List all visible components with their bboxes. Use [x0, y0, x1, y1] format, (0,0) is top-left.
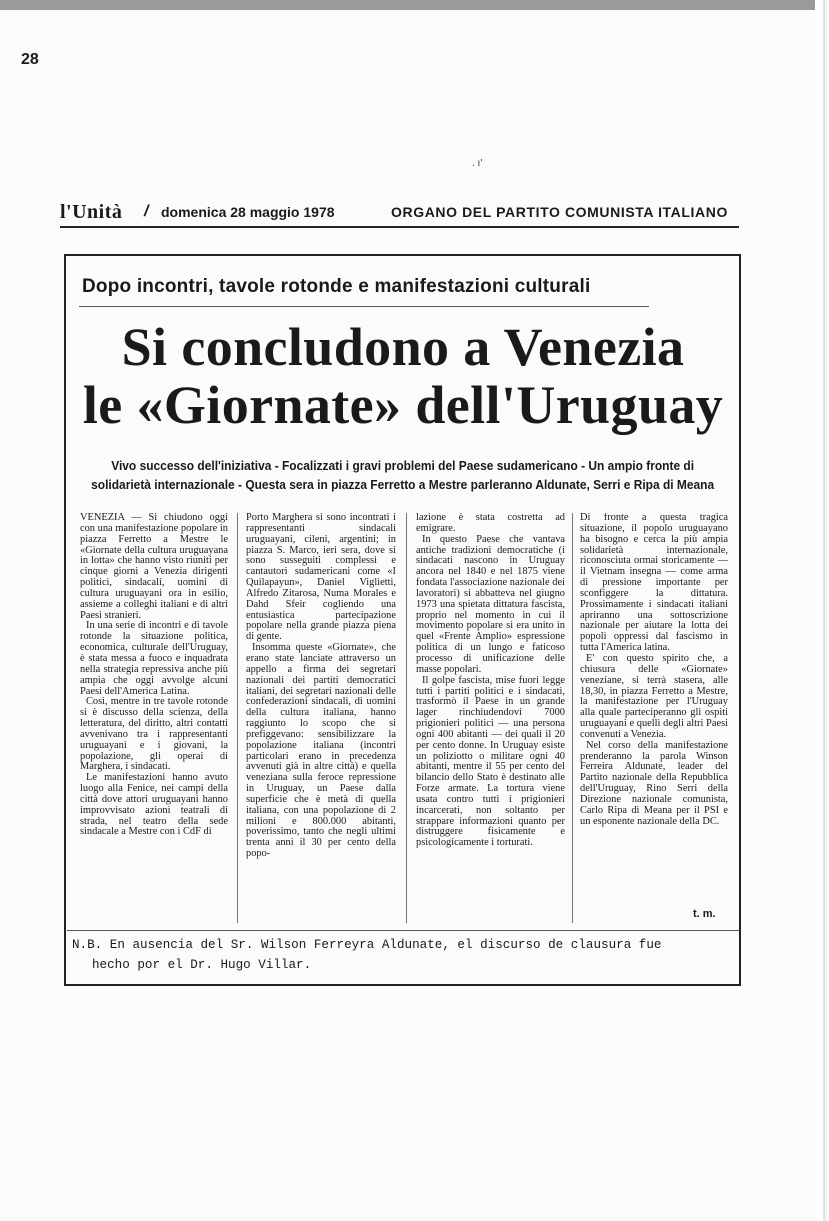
- typewritten-note: [72, 935, 736, 975]
- column-divider: [237, 513, 238, 923]
- paragraph: In una serie di incontri e di tavole rotonde la situazione politica, economica, culturale dell'Uruguay, è stata messa a fuoco e inquadrata nella strategia repressiva anche più ampia che oggi avvolge alcuni Paesi dell'America Latina.: [80, 620, 228, 697]
- note-line-2: hecho por el Dr. Hugo Villar.: [92, 958, 312, 972]
- page-top-edge: [0, 0, 829, 10]
- article-column-1: [80, 513, 228, 923]
- author-initials: t. m.: [693, 908, 716, 920]
- subhead-line-2: solidarietà internazionale - Questa sera in piazza Ferretto a Mestre parleranno Aldunate, Serri e Ripa di Meana: [91, 477, 715, 492]
- subhead-line-1: Vivo successo dell'iniziativa - Focalizzati i gravi problemi del Paese sudamericano - Un ampio fronte di: [111, 458, 695, 473]
- article-subhead: [88, 456, 717, 494]
- masthead-slash: /: [144, 203, 149, 220]
- article-body: [80, 513, 728, 923]
- paragraph: In questo Paese che vantava antiche tradizioni democratiche (i sindacati nascono in Uruguay ancora nel 1840 e nel 1875 viene fondata l'associazione nazionale dei lavoratori) si abbatteva nel giugno 1973 una spietata dittatura fascista, proprio nel momento in cui il movimento popolare si era unito in quel «Frente Amplio» espressione politica di un lungo e faticoso processo di unificazione delle masse popolari.: [416, 533, 565, 675]
- paragraph: lazione è stata costretta ad emigrare.: [416, 513, 565, 534]
- article-headline: [70, 318, 736, 434]
- paragraph: Di fronte a questa tragica situazione, il popolo uruguayano ha bisogno e cerca la più ampia solidarietà internazionale, riconosciuta ormai storicamente — il Vietnam insegna — come arma di pressione importante per sconfiggere la dittatura. Prossimamente i sindacati italiani apriranno una sottoscrizione nazionale per aiutare la lotta dei popoli oppressi dal fascismo in tutta l'America latina.: [580, 513, 728, 654]
- paragraph: E' con questo spirito che, a chiusura delle «Giornate» veneziane, si terrà stasera, alle 18,30, in piazza Ferretto a Mestre, la manifestazione per l'Uruguay alla quale parteciperanno gli ospiti uruguayani e quelli degli altri Paesi convenuti a Venezia.: [580, 652, 728, 740]
- kicker-rule: [79, 306, 649, 307]
- issue-date: domenica 28 maggio 1978: [161, 204, 335, 220]
- page-number: 28: [21, 51, 39, 68]
- note-rule: [67, 930, 739, 931]
- headline-line-1: Si concludono a Venezia: [121, 317, 685, 377]
- article-kicker: Dopo incontri, tavole rotonde e manifestazioni culturali: [82, 276, 591, 297]
- column-divider: [406, 513, 407, 923]
- paper-name: l'Unità: [60, 201, 123, 223]
- paragraph: Insomma queste «Giornate», che erano state lanciate attraverso un appello a firma dei segretari nazionali dei partiti democratici italiani, dei segretari nazionali delle confederazioni sindacali, di uomini della cultura italiana, hanno raggiunto lo scopo che si prefiggevano: sensibilizzare la popolazione italiana (incontri particolari erano in precedenza avvenuti già in altre città) e quella veneziana sulla feroce repressione in Uruguay, un Paese dalla superficie che è metà di quella italiana, con una popolazione di 2 milioni e 800.000 abitanti, poverissimo, tanto che negli ultimi trenta anni il 30 per cento della popo-: [246, 642, 396, 860]
- page-right-edge: [815, 0, 829, 1221]
- article-column-4: [580, 513, 728, 923]
- paragraph: Nel corso della manifestazione prenderanno la parola Winson Ferreira Aldunate, leader del Partito nazionale della Repubblica dell'Uruguay, Rino Serri della Direzione nazionale comunista, Carlo Ripa di Meana per il PSI e un esponente nazionale della DC.: [580, 739, 728, 827]
- masthead-rule: [60, 226, 739, 228]
- paragraph: Le manifestazioni hanno avuto luogo alla Fenice, nei campi della città dove attori uruguayani hanno improvvisato azioni teatrali di strada, nel teatro della sede sindacale a Mestre con i CdF di: [80, 772, 228, 838]
- paragraph: Così, mentre in tre tavole rotonde si è discusso della scienza, della letteratura, del diritto, altri contatti avvenivano tra i rappresentanti uruguayani e i giovani, la popolazione, gli operai di Marghera, i sindacati.: [80, 696, 228, 773]
- paragraph: Il golpe fascista, mise fuori legge tutti i partiti politici e i sindacati, trasformò il Paese in un grande lager rinchiudendovi 7000 prigionieri politici — una persona ogni 400 abitanti — dei quali il 20 per cento donne. In Uruguay esiste un poliziotto o militare ogni 40 abitanti, mentre il 55 per cento del bilancio dello Stato è destinato alle Forze armate. La tortura viene usata contro tutti i prigionieri incarcerati, non soltanto per strappare informazioni quanto per distruggere fisicamente e psicologicamente i torturati.: [416, 674, 565, 849]
- party-organ-line: ORGANO DEL PARTITO COMUNISTA ITALIANO: [391, 204, 728, 220]
- note-line-1: N.B. En ausencia del Sr. Wilson Ferreyra Aldunate, el discurso de clausura fue: [72, 938, 662, 952]
- paragraph: VENEZIA — Si chiudono oggi con una manifestazione popolare in piazza Ferretto a Mestre le «Giornate della cultura uruguayana in lotta» che hanno visto riuniti per cinque giorni a Venezia dirigenti politici, sindacali, uomini di cultura uruguayani ora in esilio, assieme a colleghi italiani e di altri Paesi stranieri.: [80, 513, 228, 621]
- headline-line-2: le «Giornate» dell'Uruguay: [82, 375, 724, 435]
- scan-mark: . ı': [472, 158, 483, 169]
- paragraph: Porto Marghera si sono incontrati i rappresentanti sindacali uruguayani, cileni, argentini; in piazza S. Marco, ieri sera, dove si sono susseguiti complessi e cantautori sudamericani come «I Quilapayun», Daniel Viglietti, Alfredo Zitarosa, Numa Morales e Dahd Sfeir cogliendo una entusiastica partecipazione popolare nella grande piazza piena di gente.: [246, 513, 396, 643]
- masthead: [60, 201, 738, 225]
- article-column-2: [246, 513, 396, 923]
- column-divider: [572, 513, 573, 923]
- article-column-3: [416, 513, 565, 923]
